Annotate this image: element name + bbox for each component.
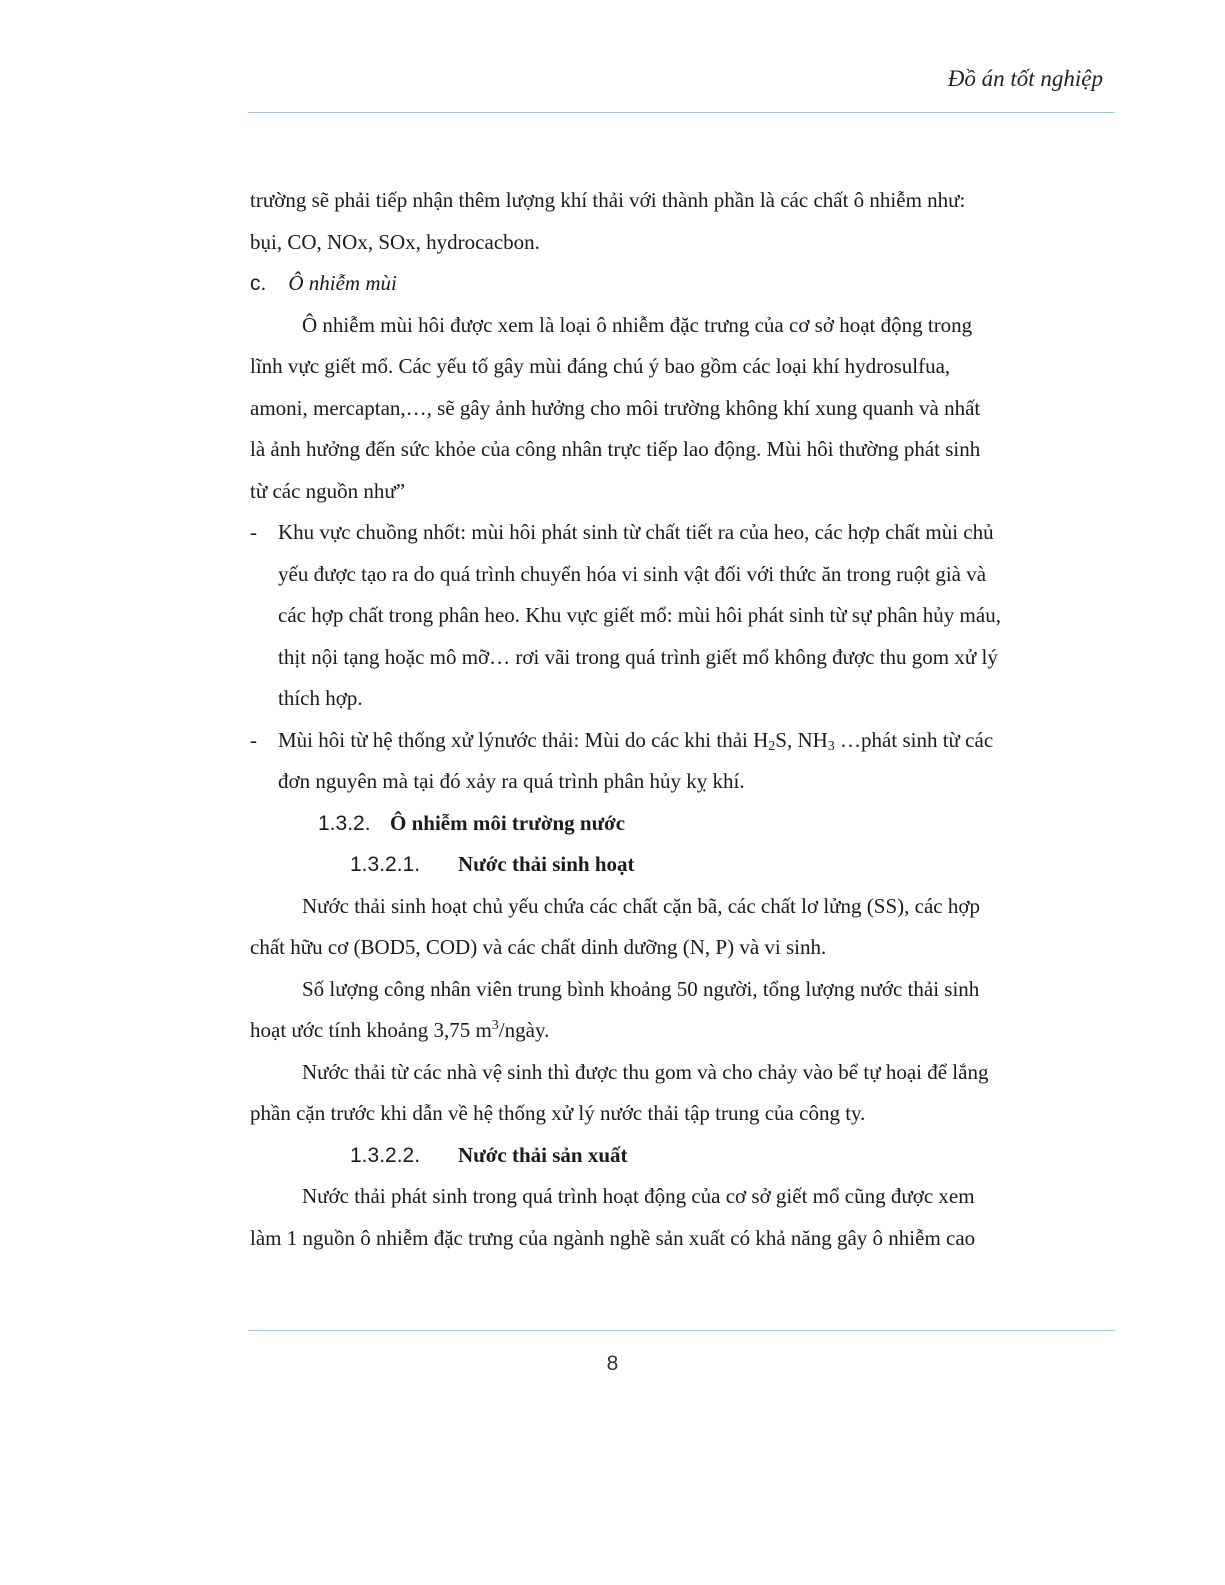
paragraph-line: Số lượng công nhân viên trung bình khoảng 50 người, tổng lượng nước thải sinh	[302, 976, 980, 1001]
bullet-dash: -	[250, 727, 257, 752]
bullet-continuation: thích hợp.	[278, 686, 363, 710]
paragraph-line: Nước thải sinh hoạt chủ yếu chứa các chất cặn bã, các chất lơ lửng (SS), các hợp	[302, 893, 980, 918]
bullet-item	[250, 720, 1120, 762]
bullet-text-part: …phát sinh từ các	[834, 727, 994, 752]
heading-number: 1.3.2.	[318, 811, 371, 835]
heading-title: Nước thải sản xuất	[458, 1142, 628, 1167]
bullet-text-part: S, NH	[775, 727, 828, 752]
heading-number: 1.3.2.2.	[350, 1143, 421, 1167]
paragraph-text-part: /ngày.	[498, 1018, 550, 1042]
paragraph-line: lĩnh vực giết mổ. Các yếu tố gây mùi đáng chú ý bao gồm các loại khí hydrosulfua,	[250, 354, 951, 378]
paragraph-text-part: hoạt ước tính khoảng 3,75 m	[250, 1018, 492, 1042]
subsection-label: c.	[250, 272, 267, 295]
section-heading-1-3-2	[250, 803, 1120, 845]
bullet-dash: -	[250, 520, 257, 544]
paragraph-line: chất hữu cơ (BOD5, COD) và các chất dinh dưỡng (N, P) và vi sinh.	[250, 935, 827, 959]
paragraph-line: Ô nhiễm mùi hôi được xem là loại ô nhiễm đặc trưng của cơ sở hoạt động trong	[302, 312, 973, 337]
paragraph-line: bụi, CO, NOx, SOx, hydrocacbon.	[250, 229, 540, 254]
heading-number: 1.3.2.1.	[350, 853, 421, 876]
subscript: 3	[827, 738, 835, 754]
paragraph-line: trường sẽ phải tiếp nhận thêm lượng khí thải với thành phần là các chất ô nhiễm như:	[250, 188, 966, 212]
paragraph-line: là ảnh hưởng đến sức khỏe của công nhân trực tiếp lao động. Mùi hôi thường phát sinh	[250, 437, 981, 461]
paragraph-line: amoni, mercaptan,…, sẽ gây ảnh hưởng cho môi trường không khí xung quanh và nhất	[250, 395, 981, 420]
bullet-text: Khu vực chuồng nhốt: mùi hôi phát sinh từ chất tiết ra của heo, các hợp chất mùi chủ	[278, 520, 994, 544]
heading-title: Ô nhiễm môi trường nước	[390, 810, 626, 835]
paragraph-line: từ các nguồn như”	[250, 478, 406, 503]
heading-title: Nước thải sinh hoạt	[458, 852, 635, 876]
subscript: 2	[768, 738, 776, 754]
bullet-continuation: yếu được tạo ra do quá trình chuyển hóa vi sinh vật đối với thức ăn trong ruột già và	[278, 561, 987, 586]
subsection-title: Ô nhiễm mùi	[288, 271, 397, 295]
bullet-continuation: thịt nội tạng hoặc mô mỡ… rơi vãi trong quá trình giết mổ không được thu gom xử lý	[278, 644, 998, 669]
footer-rule	[248, 1330, 1115, 1331]
page-body	[250, 180, 1120, 1259]
bullet-item	[250, 512, 1120, 554]
superscript: 3	[491, 1018, 499, 1033]
header-title: Đồ án tốt nghiệp	[947, 66, 1103, 91]
subsection-c-heading	[250, 263, 1120, 305]
section-heading-1-3-2-2	[250, 1135, 1120, 1177]
header-rule	[248, 112, 1115, 113]
bullet-continuation: các hợp chất trong phân heo. Khu vực giết mổ: mùi hôi phát sinh từ sự phân hủy máu,	[278, 603, 1001, 627]
paragraph-line: phần cặn trước khi dẫn về hệ thống xử lý nước thải tập trung của công ty.	[250, 1101, 866, 1125]
page-number: 8	[606, 1352, 619, 1375]
paragraph-line	[250, 1010, 1120, 1052]
paragraph-line: làm 1 nguồn ô nhiễm đặc trưng của ngành nghề sản xuất có khả năng gây ô nhiễm cao	[250, 1225, 976, 1250]
bullet-text	[278, 720, 1120, 762]
paragraph-line: Nước thải từ các nhà vệ sinh thì được thu gom và cho chảy vào bể tự hoại để lắng	[302, 1059, 989, 1084]
section-heading-1-3-2-1	[250, 844, 1120, 886]
bullet-continuation: đơn nguyên mà tại đó xảy ra quá trình phân hủy kỵ khí.	[278, 769, 745, 793]
bullet-text-part: Mùi hôi từ hệ thống xử lýnước thải: Mùi do các khi thải H	[278, 727, 769, 752]
paragraph-line: Nước thải phát sinh trong quá trình hoạt động của cơ sở giết mổ cũng được xem	[302, 1184, 975, 1208]
